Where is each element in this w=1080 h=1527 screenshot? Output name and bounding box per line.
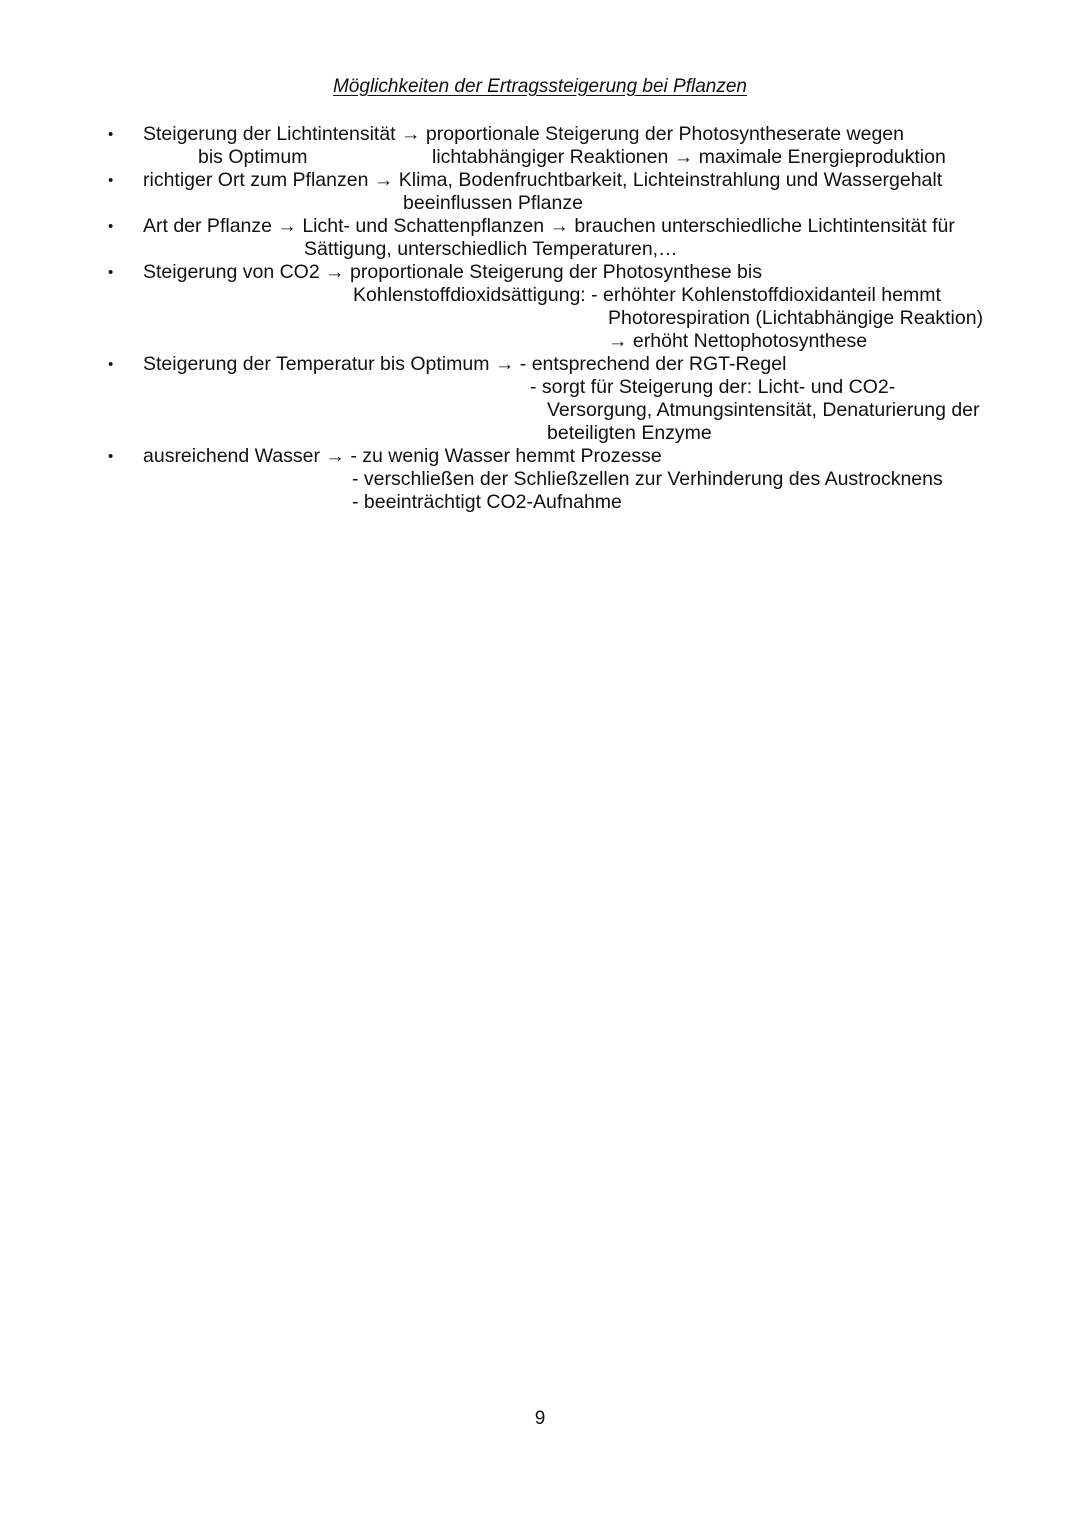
item-3-line-2: Sättigung, unterschiedlich Temperaturen,… bbox=[304, 238, 678, 260]
bullet-marker: • bbox=[108, 356, 114, 373]
bullet-marker: • bbox=[108, 172, 114, 189]
item-5-line-1: Steigerung der Temperatur bis Optimum → - entsprechend der RGT-Regel bbox=[143, 353, 787, 375]
bullet-marker: • bbox=[108, 264, 114, 281]
bullet-marker: • bbox=[108, 448, 114, 465]
item-4-line-1: Steigerung von CO2 → proportionale Steigerung der Photosynthese bis bbox=[143, 261, 762, 283]
page-number: 9 bbox=[534, 1408, 546, 1429]
item-5-line-4: beteiligten Enzyme bbox=[547, 422, 712, 444]
item-4-line-3: Photorespiration (Lichtabhängige Reaktion) bbox=[608, 307, 984, 329]
item-1-line-1: Steigerung der Lichtintensität → proportionale Steigerung der Photosyntheserate wegen bbox=[143, 123, 904, 145]
item-5-line-3: Versorgung, Atmungsintensität, Denaturierung der bbox=[547, 399, 980, 421]
item-1-line-3: lichtabhängiger Reaktionen → maximale Energieproduktion bbox=[432, 146, 946, 168]
item-4-line-4: → erhöht Nettophotosynthese bbox=[608, 330, 868, 352]
item-3-line-1: Art der Pflanze → Licht- und Schattenpflanzen → brauchen unterschiedliche Lichtintensität für bbox=[143, 215, 955, 237]
item-4-line-2: Kohlenstoffdioxidsättigung: - erhöhter Kohlenstoffdioxidanteil hemmt bbox=[353, 284, 941, 306]
item-2-line-1: richtiger Ort zum Pflanzen → Klima, Bodenfruchtbarkeit, Lichteinstrahlung und Wassergehalt bbox=[143, 169, 943, 191]
document-title: Möglichkeiten der Ertragssteigerung bei Pflanzen bbox=[332, 76, 747, 97]
item-6-line-3: - beeinträchtigt CO2-Aufnahme bbox=[352, 491, 622, 513]
item-6-line-2: - verschließen der Schließzellen zur Verhinderung des Austrocknens bbox=[352, 468, 943, 490]
item-1-line-2: bis Optimum bbox=[198, 146, 308, 168]
item-6-line-1: ausreichend Wasser → - zu wenig Wasser hemmt Prozesse bbox=[143, 445, 662, 467]
item-5-line-2: - sorgt für Steigerung der: Licht- und CO2- bbox=[530, 376, 896, 398]
item-2-line-2: beeinflussen Pflanze bbox=[403, 192, 583, 214]
bullet-marker: • bbox=[108, 126, 114, 143]
bullet-marker: • bbox=[108, 218, 114, 235]
